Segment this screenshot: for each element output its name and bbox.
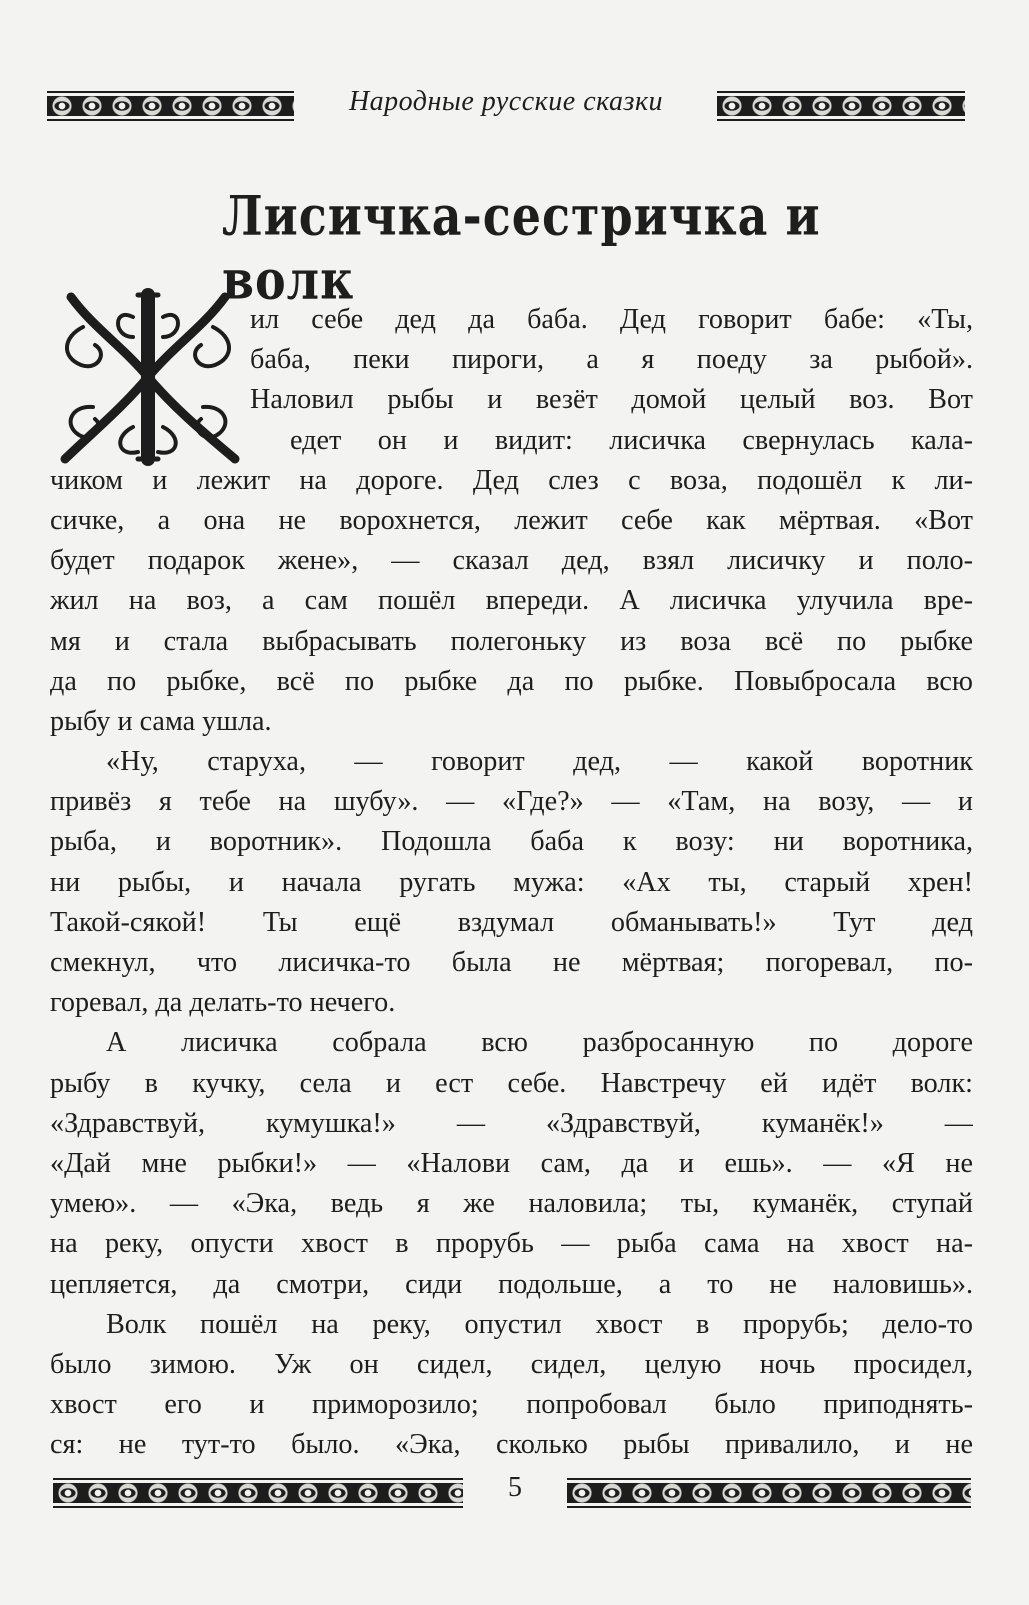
text-line: было зимою. Уж он сидел, сидел, целую ночь просидел, xyxy=(50,1348,973,1380)
text-line: цепляется, да смотри, сиди подольше, а то не наловишь». xyxy=(50,1268,973,1300)
text-line: ил себе дед да баба. Дед говорит бабе: «Ты, xyxy=(250,304,973,335)
text-line: «Здравствуй, кумушка!» — «Здравствуй, куманёк!» — xyxy=(50,1107,973,1139)
text-line: рыбу и сама ушла. xyxy=(50,705,272,737)
story-title: Лисичка-сестричка и волк xyxy=(222,184,821,312)
text-line: А лисичка собрала всю разбросанную по дороге xyxy=(106,1027,973,1059)
text-line: ни рыбы, и начала ругать мужа: «Ах ты, старый хрен! xyxy=(50,866,973,898)
text-line: привёз я тебе на шубу». — «Где?» — «Там, на возу, — и xyxy=(50,786,973,818)
text-line: мя и стала выбрасывать полегоньку из воза всё по рыбке xyxy=(50,625,973,657)
text-line: Наловил рыбы и везёт домой целый воз. Вот xyxy=(250,384,973,416)
text-line: умею». — «Эка, ведь я же наловила; ты, куманёк, ступай xyxy=(50,1188,973,1220)
footer-ornament-right xyxy=(567,1478,971,1508)
text-line: да по рыбке, всё по рыбке да по рыбке. Повыбросала всю xyxy=(50,665,973,697)
text-line: горевал, да делать-то нечего. xyxy=(50,987,396,1019)
header-ornament-right xyxy=(717,91,965,121)
text-line: баба, пеки пироги, а я поеду за рыбой». xyxy=(250,344,973,376)
text-line: смекнул, что лисичка-то была не мёртвая; погоревал, по- xyxy=(50,947,973,978)
text-line: будет подарок жене», — сказал дед, взял лисичку и поло- xyxy=(50,545,973,577)
text-line: «Ну, старуха, — говорит дед, — какой воротник xyxy=(106,746,973,778)
text-line: чиком и лежит на дороге. Дед слез с воза, подошёл к ли- xyxy=(50,464,973,496)
text-line: едет он и видит: лисичка свернулась кала- xyxy=(290,424,973,456)
text-line: ся: не тут-то было. «Эка, сколько рыбы привалило, и не xyxy=(50,1429,973,1461)
text-line: сичке, а она не ворохнется, лежит себе как мёртвая. «Вот xyxy=(50,504,973,536)
page-number: 5 xyxy=(508,1472,522,1503)
text-line: рыба, и воротник». Подошла баба к возу: ни воротника, xyxy=(50,826,973,858)
running-head: Народные русские сказки xyxy=(348,86,664,117)
text-line: рыбу в кучку, села и ест себе. Навстречу ей идёт волк: xyxy=(50,1067,973,1099)
text-line: хвост его и приморозило; попробовал было приподнять- xyxy=(50,1389,973,1421)
header-ornament-left xyxy=(47,91,294,121)
text-line: «Дай мне рыбки!» — «Налови сам, да и ешь». — «Я не xyxy=(50,1147,973,1179)
footer-ornament-left xyxy=(53,1478,463,1508)
text-line: на реку, опусти хвост в прорубь — рыба сама на хвост на- xyxy=(50,1228,973,1260)
story-text xyxy=(50,300,973,1465)
text-line: Такой-сякой! Ты ещё вздумал обманывать!» Тут дед xyxy=(50,906,973,938)
text-line: жил на воз, а сам пошёл впереди. А лисичка улучила вре- xyxy=(50,585,973,617)
text-line: Волк пошёл на реку, опустил хвост в прорубь; дело-то xyxy=(106,1308,973,1340)
